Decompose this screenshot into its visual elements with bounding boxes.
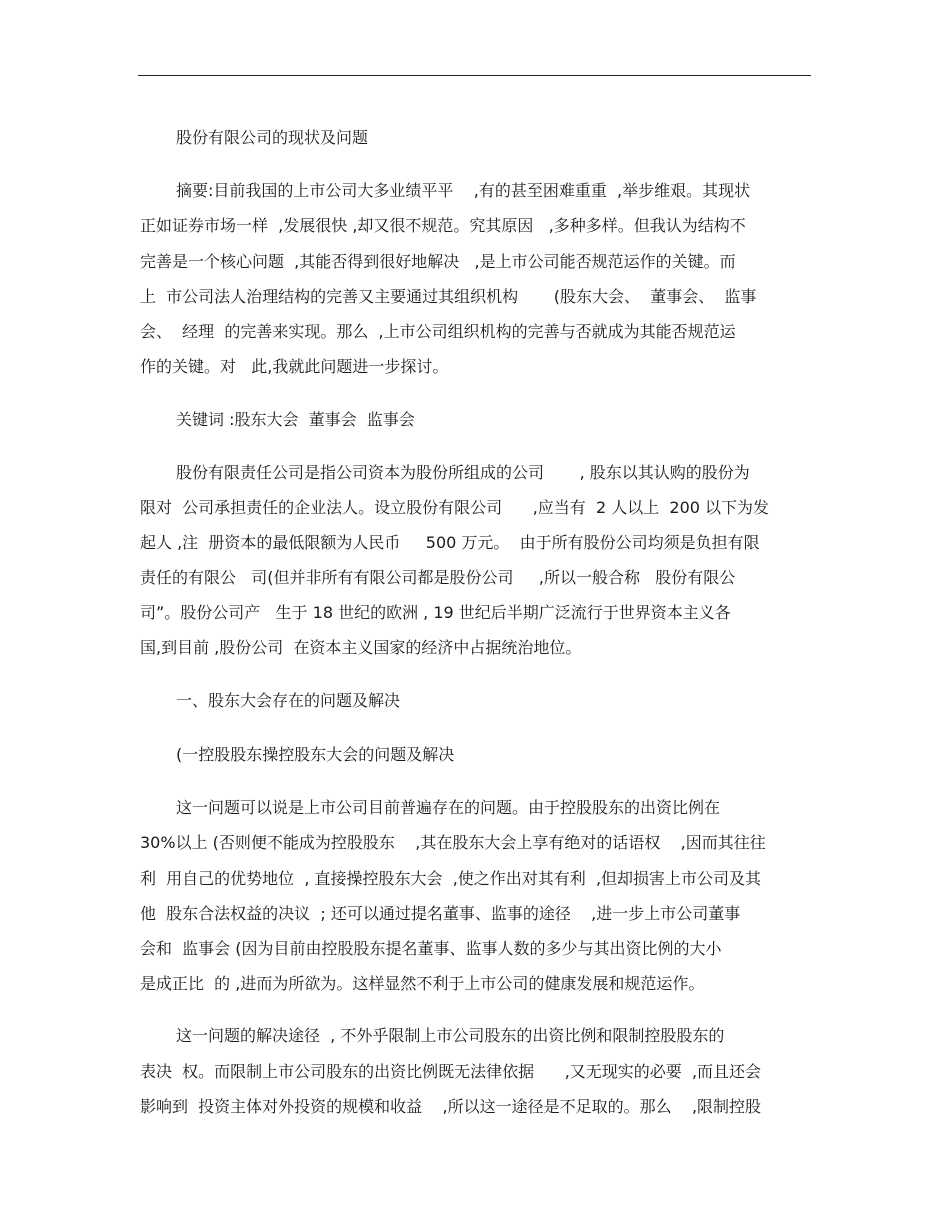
paragraph-line: 30%以上 (否则便不能成为控股股东 ,其在股东大会上享有绝对的话语权 ,因而其往往 <box>140 833 766 852</box>
paragraph-line: 影响到 投资主体对外投资的规模和收益 ,所以这一途径是不足取的。那么 ,限制控股 <box>140 1097 762 1116</box>
header-rule <box>138 75 811 76</box>
abstract-line: 作的关键。对 此,我就此问题进一步探讨。 <box>140 357 449 376</box>
abstract-line: 上 市公司法人治理结构的完善又主要通过其组织机构 (股东大会、 董事会、 监事 <box>140 287 757 306</box>
paragraph-line: 是成正比 的 ,进而为所欲为。这样显然不利于上市公司的健康发展和规范运作。 <box>140 974 705 993</box>
abstract-line: 会、 经理 的完善来实现。那么 ,上市公司组织机构的完善与否就成为其能否规范运 <box>140 322 736 341</box>
paragraph-line: 会和 监事会 (因为目前由控股股东提名董事、监事人数的多少与其出资比例的大小 <box>140 939 722 958</box>
intro-line: 起人 ,注 册资本的最低限额为人民币 500 万元。 由于所有股份公司均须是负担有限 <box>140 533 760 552</box>
paragraph-line: 利 用自己的优势地位 , 直接操控股东大会 ,使之作出对其有利 ,但却损害上市公司及其 <box>140 869 762 888</box>
paragraph-line: 这一问题可以说是上市公司目前普遍存在的问题。由于控股股东的出资比例在 <box>176 798 721 817</box>
paragraph-line: 这一问题的解决途径 , 不外乎限制上市公司股东的出资比例和限制控股股东的 <box>176 1026 725 1045</box>
intro-line: 股份有限责任公司是指公司资本为股份所组成的公司 , 股东以其认购的股份为 <box>176 463 750 482</box>
abstract-line: 完善是一个核心问题 ,其能否得到很好地解决 ,是上市公司能否规范运作的关键。而 <box>140 252 736 271</box>
intro-line: 司”。股份公司产 生于 18 世纪的欧洲 , 19 世纪后半期广泛流行于世界资本主义各 <box>140 603 731 622</box>
paragraph-line: 表决 权。而限制上市公司股东的出资比例既无法律依据 ,又无现实的必要 ,而且还会 <box>140 1062 762 1081</box>
document-title: 股份有限公司的现状及问题 <box>176 128 369 147</box>
abstract-line: 摘要:目前我国的上市公司大多业绩平平 ,有的甚至困难重重 ,举步维艰。其现状 <box>176 181 751 200</box>
intro-line: 国,到目前 ,股份公司 在资本主义国家的经济中占据统治地位。 <box>140 638 582 657</box>
abstract-line: 正如证券市场一样 ,发展很快 ,却又很不规范。究其原因 ,多种多样。但我认为结构不 <box>140 216 746 235</box>
keywords: 关键词 :股东大会 董事会 监事会 <box>176 410 415 429</box>
intro-line: 责任的有限公 司(但并非所有有限公司都是股份公司 ,所以一般合称 股份有限公 <box>140 568 736 587</box>
intro-line: 限对 公司承担责任的企业法人。设立股份有限公司 ,应当有 2 人以上 200 以下为发 <box>140 498 770 517</box>
section-heading: 一、股东大会存在的问题及解决 <box>176 691 401 710</box>
subsection-heading: (一控股股东操控股东大会的问题及解决 <box>176 745 455 764</box>
paragraph-line: 他 股东合法权益的决议 ; 还可以通过提名董事、监事的途径 ,进一步上市公司董事 <box>140 904 741 923</box>
